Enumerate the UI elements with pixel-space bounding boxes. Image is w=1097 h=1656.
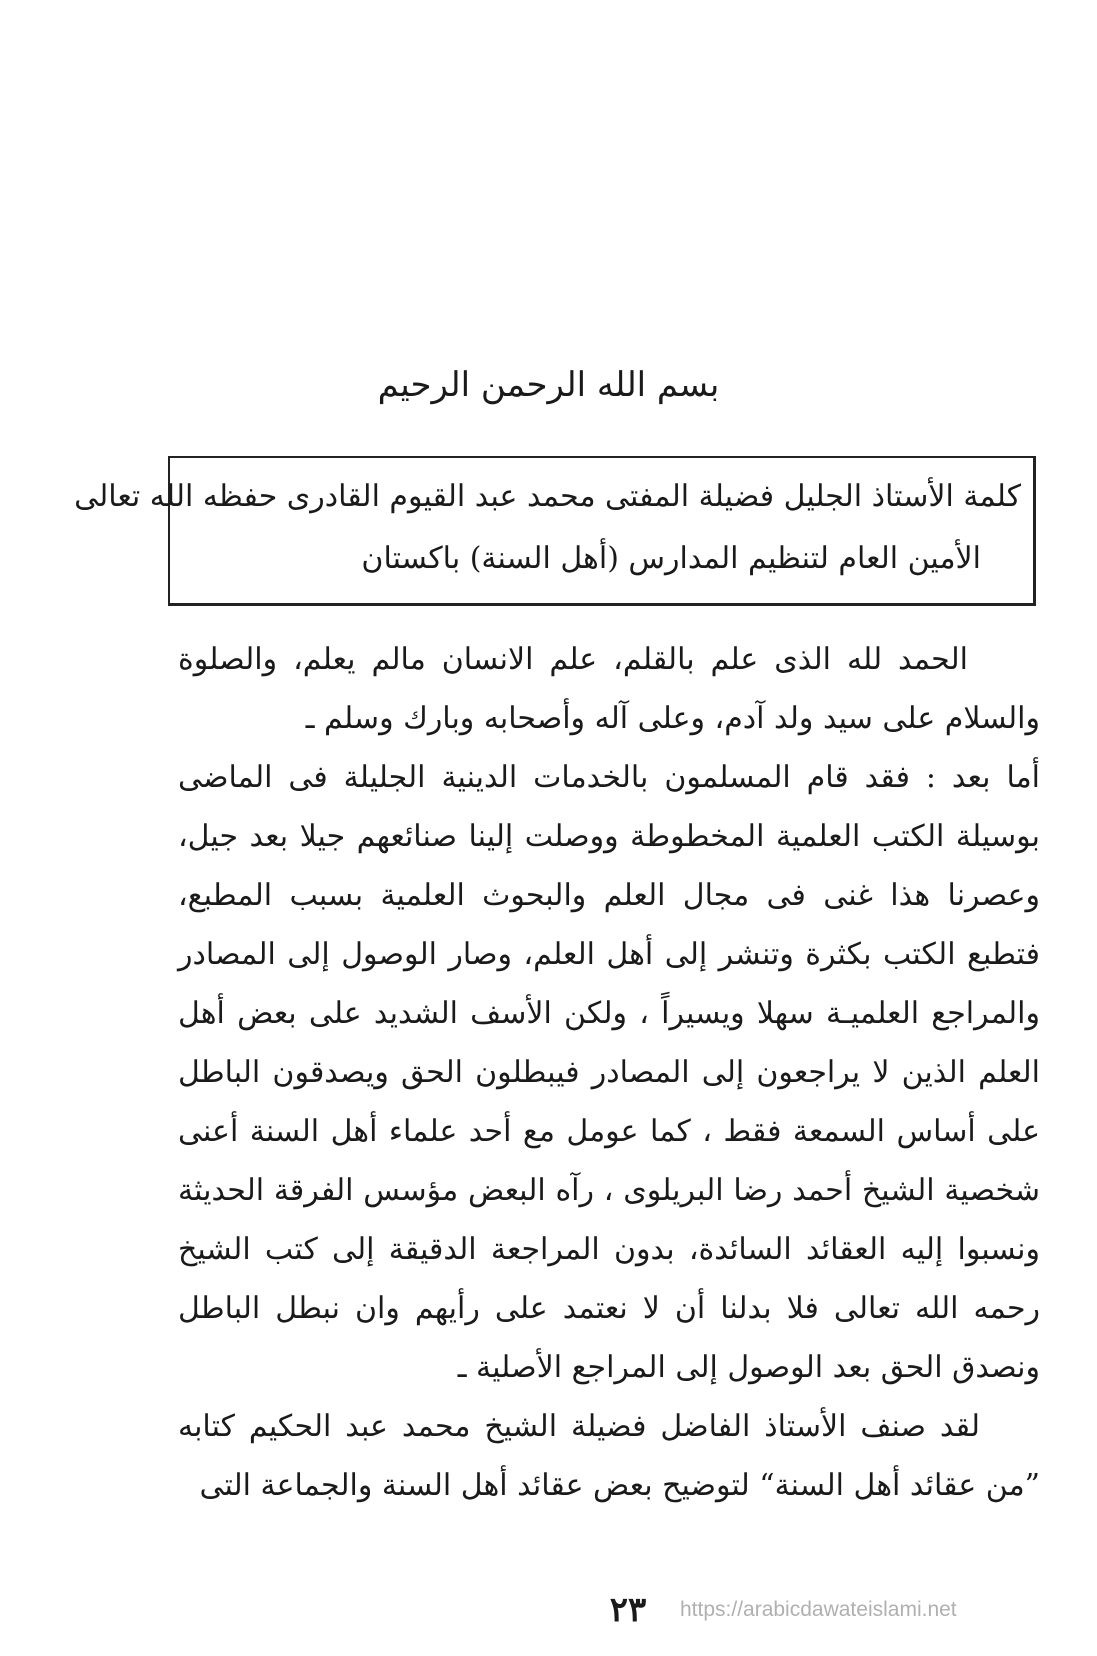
paragraph-main: أما بعد : فقد قام المسلمون بالخدمات الدينية الجليلة فى الماضى بوسيلة الكتب العلمية المخطوطة ووصلت إلينا صنائعهم جيلا بعد جيل، وعصرنا هذا غنى فى مجال العلم والبحوث العلمية بسبب المطبع، فتطبع الكتب بكثرة وتنشر إلى أهل العلم، وصار الوصول إلى المصادر والمراجع العلميـة سهلا ويسيراً ، ولكن الأسف الشديد على بعض أهل العلم الذين لا يراجعون إلى المصادر فيبطلون الحق ويصدقون الباطل على أساس السمعة فقط ، كما عومل مع أحد علماء أهل السنة أعنى شخصية الشيخ أحمد رضا البريلوى ، رآه البعض مؤسس الفرقة الحديثة ونسبوا إليه العقائد السائدة، بدون المراجعة الدقيقة إلى كتب الشيخ رحمه الله تعالى فلا بدلنا أن لا نعتمد على رأيهم وان نبطل الباطل ونصدق الحق بعد الوصول إلى المراجع الأصلية ـ: [178, 760, 1040, 1385]
body-text: [178, 630, 1040, 1515]
watermark-url: https://arabicdawateislami.net: [680, 1598, 957, 1621]
title-line-author: كلمة الأستاذ الجليل فضيلة المفتى محمد عبد القيوم القادرى حفظه الله تعالى: [74, 479, 1021, 514]
paragraph-praise: الحمد لله الذى علم بالقلم، علم الانسان مالم يعلم، والصلوة والسلام على سيد ولد آدم، وعلى آله وأصحابه وبارك وسلم ـ: [178, 642, 1040, 736]
page-number: ٢٣: [609, 1590, 647, 1630]
title-line-position: الأمين العام لتنظيم المدارس (أهل السنة) باكستان: [361, 541, 981, 576]
paragraph-book: لقد صنف الأستاذ الفاضل فضيلة الشيخ محمد عبد الحكيم كتابه ”من عقائد أهل السنة“ لتوضيح بعض عقائد أهل السنة والجماعة التى: [178, 1409, 1040, 1503]
title-box: [74, 456, 1036, 606]
basmala-heading: بسم الله الرحمن الرحيم: [377, 365, 720, 405]
